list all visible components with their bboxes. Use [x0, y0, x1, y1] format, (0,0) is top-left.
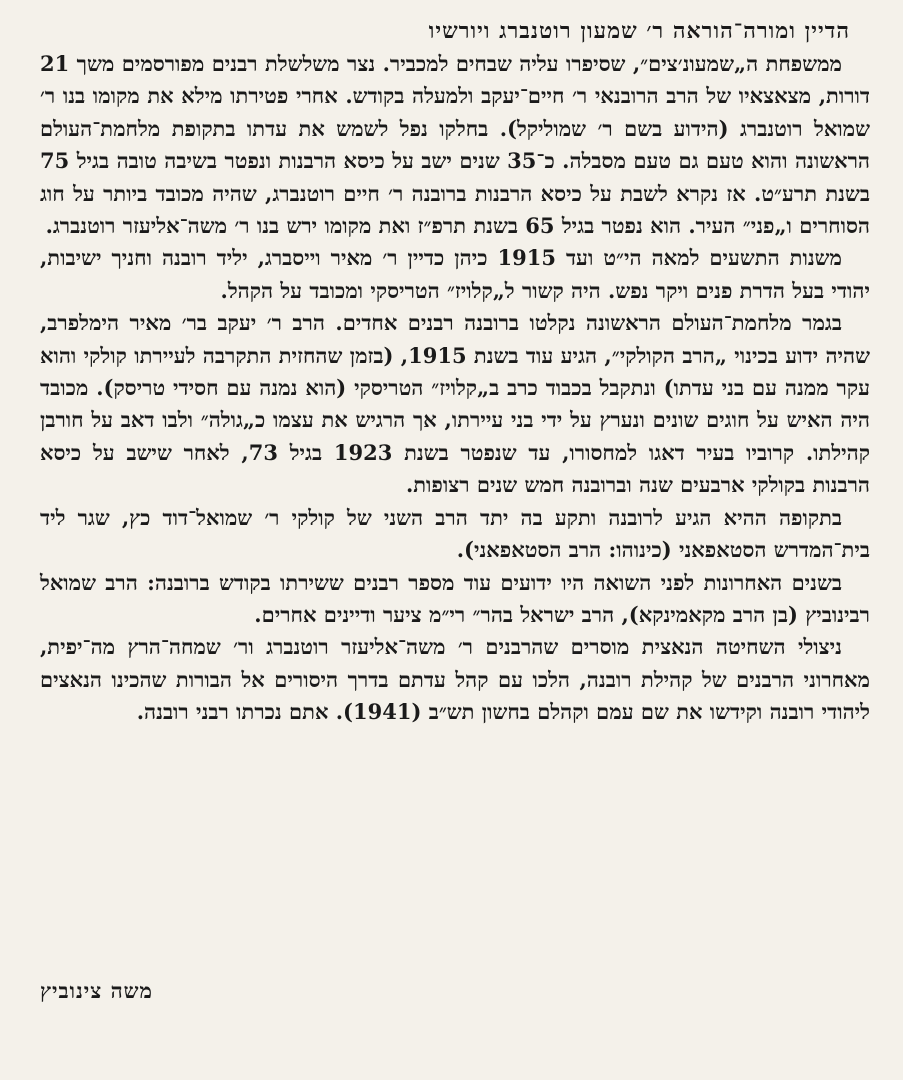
paragraph-3: בגמר מלחמת־העולם הראשונה נקלטו ברובנה רבנים אחדים. הרב ר׳ יעקב בר׳ מאיר הימלפרב, שהיה ידוע בכינוי „הרב הקולקי״, הגיע עוד בשנת 1915, (בזמן שהחזית התקרבה לעיירתו קולקי והוא עקר ממנה עם בני עדתו) ונתקבל בכבוד כרב ב„קלויז״ הטריסקי (הוא נמנה עם חסידי טריסק). מכובד היה האיש על חוגים שונים ונערץ על ידי בני עיירתו, אך הרגיש את עצמו כ„גולה״ ולבו דאב על חורבן קהילתו. קרוביו בעיר דאגו למחסורו, עד שנפטר בשנת 1923 בגיל 73, לאחר שישב על כיסא הרבנות בקולקי ארבעים שנה וברובנה חמש שנים רצופות. — [40, 310, 871, 498]
article-heading: הדיין ומורה־הוראה ר׳ שמעון רוטנברג ויורשיו — [428, 18, 850, 44]
paragraph-5: בשנים האחרונות לפני השואה היו ידועים עוד מספר רבנים ששירתו בקודש ברובנה: הרב שמואל רבינוביץ (בן הרב מקאמינקא), הרב ישראל בהר״ רי״מ ציער ודיינים אחרים. — [40, 569, 870, 627]
author-signature: משה צינוביץ — [40, 978, 153, 1003]
paragraph-1: ממשפחת ה„שמעונ׳צים״, שסיפרו עליה שבחים למכביר. נצר משלשלת רבנים מפורסמים משך 21 דורות, מצאצאיו של הרב הרובנאי ר׳ חיים־יעקב ולמעלה בקודש. אחרי פטירתו מילא את מקומו בנו ר׳ שמואל רוטנברג (הידוע בשם ר׳ שמוליקל). בחלקו נפל לשמש את עדתו בתקופת מלחמת־העולם הראשונה והוא טעם גם טעם מסבלה. כ־35 שנים ישב על כיסא הרבנות ונפטר בשיבה טובה בגיל 75 בשנת תרע״ט. אז נקרא לשבת על כיסא הרבנות ברובנה ר׳ חיים רוטנברג, שהיה מכובד ביותר על חוג הסוחרים ו„פני״ העיר. הוא נפטר בגיל 65 בשנת תרפ״ז ואת מקומו ירש בנו ר׳ משה־אליעזר רוטנברג. — [40, 51, 870, 239]
paragraph-4: בתקופה ההיא הגיע לרובנה ותקע בה יתד הרב השני של קולקי ר׳ שמואל־דוד כץ, שגר ליד בית־המדרש הסטאפאני (כינוהו: הרב הסטאפאני). — [40, 504, 870, 563]
paragraph-2: משנות התשעים למאה הי״ט ועד 1915 כיהן כדיין ר׳ מאיר וייסברג, יליד רובנה וחניך ישיבות, יהודי בעל הדרת פנים ויקר נפש. היה קשור ל„קלויז״ הטריסקי ומכובד על הקהל. — [40, 245, 870, 303]
paragraph-6: ניצולי השחיטה הנאצית מוסרים שהרבנים ר׳ משה־אליעזר רוטנברג ור׳ שמחה־הרץ מה־יפית, מאחרוני הרבנים של קהילת רובנה, הלכו עם קהל עדתם בדרך היסורים אל הבורות שהכינו הנאצים ליהודי רובנה וקידשו את שם עמם וקהלם בחשון תש״ב (1941). אתם נכרתו רבני רובנה. — [40, 634, 870, 725]
article-body — [40, 14, 870, 729]
